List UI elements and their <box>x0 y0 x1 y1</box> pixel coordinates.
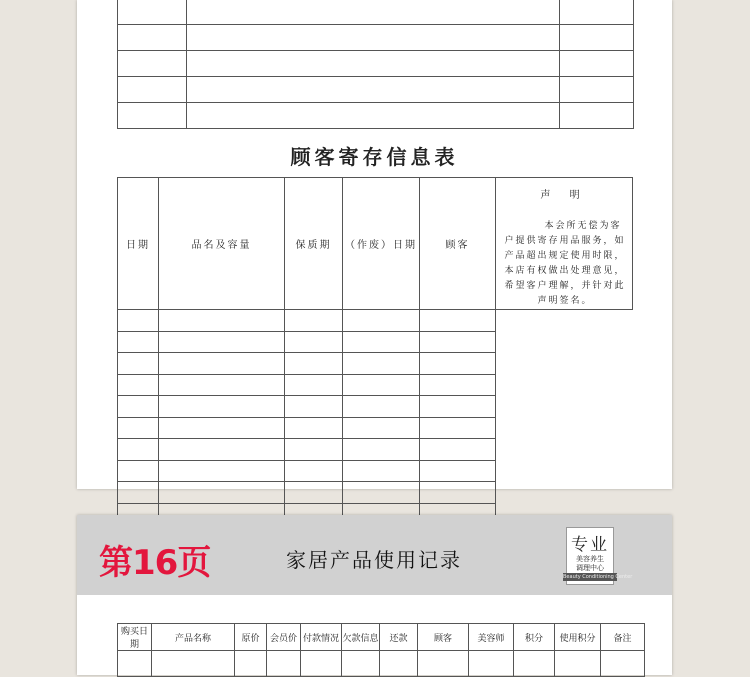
table-cell <box>420 353 496 375</box>
table-row <box>118 651 645 677</box>
table-row <box>118 417 633 439</box>
table-cell <box>343 439 420 461</box>
table-cell <box>343 331 420 353</box>
form-page-upper <box>77 0 672 489</box>
top-continuation-table <box>117 0 634 129</box>
table-cell <box>343 353 420 375</box>
table-cell <box>118 482 159 504</box>
table-cell <box>560 51 634 77</box>
table-cell <box>343 460 420 482</box>
table-cell <box>285 417 343 439</box>
table-cell <box>118 396 159 418</box>
column-header: 会员价 <box>267 624 301 651</box>
table-cell <box>118 651 152 677</box>
declaration-text: 本会所无偿为客户提供寄存用品服务，如产品超出规定使用时限，本店有权做出处理意见，希望客户理解，并针对此声明签名。 <box>504 221 626 306</box>
table-cell <box>118 439 159 461</box>
table-cell <box>118 417 159 439</box>
table-cell <box>343 417 420 439</box>
table-row <box>118 0 634 25</box>
column-header: （作废）日期 <box>343 178 420 310</box>
page-header <box>77 515 672 595</box>
page-number: 第16页 <box>99 543 211 583</box>
column-header: 积分 <box>514 624 555 651</box>
table-cell <box>152 651 235 677</box>
table-cell <box>469 651 514 677</box>
declaration-title: 声 明 <box>540 190 588 201</box>
table-cell <box>285 374 343 396</box>
column-header: 还款 <box>380 624 418 651</box>
table-cell <box>420 417 496 439</box>
table-cell <box>187 25 560 51</box>
table-row <box>118 353 633 375</box>
table-cell <box>301 651 342 677</box>
table-cell <box>420 310 496 332</box>
storage-form-title: 顾客寄存信息表 <box>290 145 459 169</box>
table-row <box>118 374 633 396</box>
table-cell <box>118 51 187 77</box>
table-cell <box>285 310 343 332</box>
table-cell <box>560 0 634 25</box>
table-row <box>118 482 633 504</box>
table-cell <box>420 439 496 461</box>
table-cell <box>118 460 159 482</box>
table-cell <box>267 651 301 677</box>
table-cell <box>342 651 380 677</box>
page-title: 家居产品使用记录 <box>286 548 462 572</box>
table-cell <box>235 651 267 677</box>
table-cell <box>159 482 285 504</box>
table-cell <box>285 396 343 418</box>
table-cell <box>187 77 560 103</box>
table-cell <box>420 460 496 482</box>
table-cell <box>159 310 285 332</box>
table-row <box>118 396 633 418</box>
table-cell <box>159 374 285 396</box>
column-header: 产品名称 <box>152 624 235 651</box>
table-row <box>118 77 634 103</box>
table-cell <box>380 651 418 677</box>
table-cell <box>420 396 496 418</box>
storage-form-table <box>117 177 633 568</box>
table-cell <box>118 331 159 353</box>
table-cell <box>118 353 159 375</box>
column-header: 顾客 <box>418 624 469 651</box>
table-cell <box>285 482 343 504</box>
table-row <box>118 103 634 129</box>
badge-line2: 调理中心 <box>576 564 604 572</box>
table-cell <box>343 374 420 396</box>
table-cell <box>285 439 343 461</box>
table-row <box>118 460 633 482</box>
table-cell <box>418 651 469 677</box>
column-header: 美容师 <box>469 624 514 651</box>
form-page-lower <box>77 515 672 675</box>
table-cell <box>187 51 560 77</box>
column-header: 购买日期 <box>118 624 152 651</box>
table-cell <box>159 331 285 353</box>
badge-line1: 美容养生 <box>576 555 604 563</box>
table-cell <box>343 396 420 418</box>
table-cell <box>187 0 560 25</box>
table-cell <box>560 25 634 51</box>
table-cell <box>420 331 496 353</box>
table-cell <box>159 396 285 418</box>
table-cell <box>159 417 285 439</box>
column-header: 使用积分 <box>555 624 601 651</box>
table-cell <box>118 0 187 25</box>
column-header: 保质期 <box>285 178 343 310</box>
table-cell <box>159 439 285 461</box>
table-row <box>118 25 634 51</box>
product-usage-table <box>117 623 645 677</box>
table-cell <box>118 374 159 396</box>
table-cell <box>560 103 634 129</box>
table-cell <box>343 482 420 504</box>
table-cell <box>187 103 560 129</box>
table-cell <box>118 77 187 103</box>
table-cell <box>159 353 285 375</box>
table-cell <box>420 482 496 504</box>
table-cell <box>285 331 343 353</box>
table-cell <box>514 651 555 677</box>
table-row <box>118 439 633 461</box>
table-cell <box>555 651 601 677</box>
table-cell <box>159 460 285 482</box>
column-header: 欠款信息 <box>342 624 380 651</box>
column-header: 日期 <box>118 178 159 310</box>
table-row <box>118 51 634 77</box>
badge-footer: Beauty Conditioning Center <box>563 574 633 580</box>
table-cell <box>343 310 420 332</box>
table-cell <box>285 353 343 375</box>
declaration-box <box>496 178 633 310</box>
column-header: 品名及容量 <box>159 178 285 310</box>
table-row <box>118 310 633 332</box>
table-cell <box>285 460 343 482</box>
column-header: 原价 <box>235 624 267 651</box>
table-cell <box>601 651 645 677</box>
table-cell <box>420 374 496 396</box>
table-cell <box>118 25 187 51</box>
brand-badge <box>563 527 633 585</box>
table-row <box>118 331 633 353</box>
column-header: 备注 <box>601 624 645 651</box>
table-cell <box>118 310 159 332</box>
table-cell <box>118 103 187 129</box>
badge-main-text: 专业 <box>571 535 609 555</box>
column-header: 付款情况 <box>301 624 342 651</box>
table-cell <box>560 77 634 103</box>
column-header: 顾客 <box>420 178 496 310</box>
